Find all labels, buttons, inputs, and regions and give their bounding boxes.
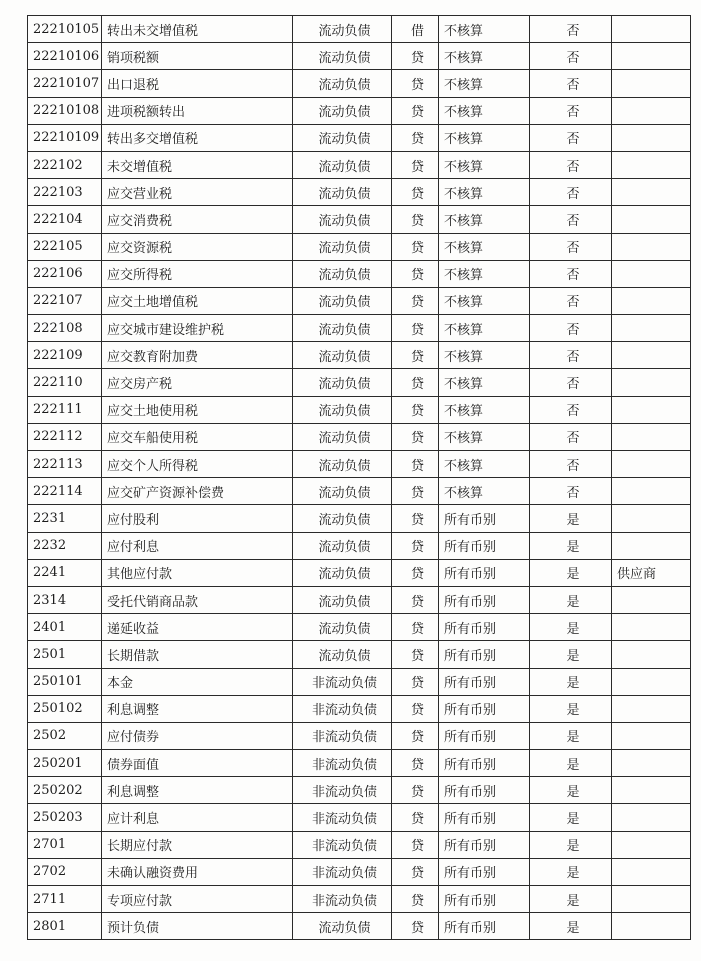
table-row	[28, 641, 691, 668]
account-code-cell: 222111	[28, 396, 102, 423]
account-name-cell: 应计利息	[102, 804, 293, 831]
balance-direction-cell: 贷	[392, 750, 439, 777]
account-code-cell: 2401	[28, 614, 102, 641]
auxiliary-accounting-cell	[612, 342, 691, 369]
balance-direction-cell: 贷	[392, 614, 439, 641]
table-row	[28, 233, 691, 260]
account-name-cell: 未确认融资费用	[102, 858, 293, 885]
account-code-cell: 22210106	[28, 43, 102, 70]
account-name-cell: 转出未交增值税	[102, 16, 293, 43]
currency-accounting-cell: 不核算	[439, 260, 530, 287]
table-row	[28, 342, 691, 369]
balance-direction-cell: 贷	[392, 260, 439, 287]
table-row	[28, 750, 691, 777]
account-code-cell: 2231	[28, 505, 102, 532]
account-code-cell: 2314	[28, 586, 102, 613]
account-name-cell: 出口退税	[102, 70, 293, 97]
foreign-currency-flag-cell: 是	[530, 886, 612, 913]
table-row	[28, 777, 691, 804]
auxiliary-accounting-cell	[612, 206, 691, 233]
foreign-currency-flag-cell: 否	[530, 70, 612, 97]
account-category-cell: 流动负债	[293, 532, 392, 559]
foreign-currency-flag-cell: 否	[530, 369, 612, 396]
foreign-currency-flag-cell: 是	[530, 858, 612, 885]
table-body	[28, 16, 691, 940]
currency-accounting-cell: 所有币别	[439, 586, 530, 613]
account-category-cell: 流动负债	[293, 478, 392, 505]
foreign-currency-flag-cell: 否	[530, 287, 612, 314]
account-category-cell: 非流动负债	[293, 722, 392, 749]
currency-accounting-cell: 所有币别	[439, 886, 530, 913]
account-name-cell: 应交城市建设维护税	[102, 315, 293, 342]
auxiliary-accounting-cell	[612, 831, 691, 858]
account-category-cell: 流动负债	[293, 206, 392, 233]
currency-accounting-cell: 不核算	[439, 478, 530, 505]
account-category-cell: 流动负债	[293, 151, 392, 178]
auxiliary-accounting-cell	[612, 886, 691, 913]
account-name-cell: 应交矿产资源补偿费	[102, 478, 293, 505]
table-row	[28, 586, 691, 613]
foreign-currency-flag-cell: 否	[530, 315, 612, 342]
table-row	[28, 423, 691, 450]
foreign-currency-flag-cell: 否	[530, 151, 612, 178]
foreign-currency-flag-cell: 是	[530, 668, 612, 695]
table-row	[28, 913, 691, 940]
account-category-cell: 流动负债	[293, 505, 392, 532]
account-name-cell: 长期借款	[102, 641, 293, 668]
account-code-cell: 250201	[28, 750, 102, 777]
auxiliary-accounting-cell	[612, 614, 691, 641]
table-row	[28, 478, 691, 505]
foreign-currency-flag-cell: 否	[530, 396, 612, 423]
balance-direction-cell: 贷	[392, 478, 439, 505]
account-code-cell: 2232	[28, 532, 102, 559]
account-category-cell: 流动负债	[293, 260, 392, 287]
account-code-cell: 2502	[28, 722, 102, 749]
balance-direction-cell: 贷	[392, 97, 439, 124]
foreign-currency-flag-cell: 否	[530, 206, 612, 233]
account-name-cell: 应交车船使用税	[102, 423, 293, 450]
account-code-cell: 2241	[28, 559, 102, 586]
account-name-cell: 应交个人所得税	[102, 451, 293, 478]
foreign-currency-flag-cell: 否	[530, 179, 612, 206]
balance-direction-cell: 贷	[392, 423, 439, 450]
foreign-currency-flag-cell: 是	[530, 722, 612, 749]
currency-accounting-cell: 不核算	[439, 151, 530, 178]
account-name-cell: 其他应付款	[102, 559, 293, 586]
account-code-cell: 222109	[28, 342, 102, 369]
auxiliary-accounting-cell	[612, 913, 691, 940]
currency-accounting-cell: 不核算	[439, 369, 530, 396]
foreign-currency-flag-cell: 否	[530, 423, 612, 450]
account-code-cell: 22210107	[28, 70, 102, 97]
auxiliary-accounting-cell: 供应商	[612, 559, 691, 586]
account-category-cell: 流动负债	[293, 641, 392, 668]
balance-direction-cell: 贷	[392, 206, 439, 233]
account-name-cell: 应付股利	[102, 505, 293, 532]
account-code-cell: 222110	[28, 369, 102, 396]
table-row	[28, 451, 691, 478]
currency-accounting-cell: 不核算	[439, 342, 530, 369]
table-row	[28, 804, 691, 831]
foreign-currency-flag-cell: 否	[530, 451, 612, 478]
currency-accounting-cell: 不核算	[439, 315, 530, 342]
account-name-cell: 应付利息	[102, 532, 293, 559]
table-row	[28, 396, 691, 423]
currency-accounting-cell: 所有币别	[439, 750, 530, 777]
foreign-currency-flag-cell: 是	[530, 532, 612, 559]
auxiliary-accounting-cell	[612, 16, 691, 43]
balance-direction-cell: 贷	[392, 369, 439, 396]
account-name-cell: 应交教育附加费	[102, 342, 293, 369]
balance-direction-cell: 贷	[392, 777, 439, 804]
table-row	[28, 151, 691, 178]
account-category-cell: 流动负债	[293, 342, 392, 369]
auxiliary-accounting-cell	[612, 124, 691, 151]
table-row	[28, 315, 691, 342]
account-code-cell: 2501	[28, 641, 102, 668]
account-code-cell: 222105	[28, 233, 102, 260]
balance-direction-cell: 贷	[392, 70, 439, 97]
account-category-cell: 流动负债	[293, 396, 392, 423]
account-name-cell: 应交所得税	[102, 260, 293, 287]
account-name-cell: 债券面值	[102, 750, 293, 777]
account-category-cell: 流动负债	[293, 315, 392, 342]
table-row	[28, 206, 691, 233]
auxiliary-accounting-cell	[612, 233, 691, 260]
account-code-cell: 222106	[28, 260, 102, 287]
table-row	[28, 695, 691, 722]
auxiliary-accounting-cell	[612, 396, 691, 423]
balance-direction-cell: 贷	[392, 151, 439, 178]
currency-accounting-cell: 所有币别	[439, 913, 530, 940]
auxiliary-accounting-cell	[612, 858, 691, 885]
account-code-cell: 2801	[28, 913, 102, 940]
account-category-cell: 流动负债	[293, 451, 392, 478]
foreign-currency-flag-cell: 否	[530, 16, 612, 43]
auxiliary-accounting-cell	[612, 695, 691, 722]
account-category-cell: 流动负债	[293, 43, 392, 70]
balance-direction-cell: 贷	[392, 505, 439, 532]
table-row	[28, 668, 691, 695]
foreign-currency-flag-cell: 否	[530, 124, 612, 151]
currency-accounting-cell: 所有币别	[439, 858, 530, 885]
account-code-cell: 2702	[28, 858, 102, 885]
foreign-currency-flag-cell: 是	[530, 614, 612, 641]
account-category-cell: 非流动负债	[293, 831, 392, 858]
account-category-cell: 非流动负债	[293, 668, 392, 695]
chart-of-accounts-table	[27, 15, 691, 940]
account-code-cell: 22210105	[28, 16, 102, 43]
foreign-currency-flag-cell: 否	[530, 233, 612, 260]
currency-accounting-cell: 所有币别	[439, 831, 530, 858]
foreign-currency-flag-cell: 是	[530, 913, 612, 940]
balance-direction-cell: 贷	[392, 287, 439, 314]
account-name-cell: 应交资源税	[102, 233, 293, 260]
account-code-cell: 222103	[28, 179, 102, 206]
balance-direction-cell: 贷	[392, 886, 439, 913]
account-category-cell: 流动负债	[293, 233, 392, 260]
table-row	[28, 179, 691, 206]
account-category-cell: 流动负债	[293, 614, 392, 641]
account-code-cell: 222108	[28, 315, 102, 342]
table-row	[28, 260, 691, 287]
auxiliary-accounting-cell	[612, 369, 691, 396]
account-name-cell: 利息调整	[102, 695, 293, 722]
account-code-cell: 250203	[28, 804, 102, 831]
account-code-cell: 250202	[28, 777, 102, 804]
table-row	[28, 124, 691, 151]
account-category-cell: 流动负债	[293, 179, 392, 206]
foreign-currency-flag-cell: 是	[530, 804, 612, 831]
account-code-cell: 222113	[28, 451, 102, 478]
foreign-currency-flag-cell: 否	[530, 342, 612, 369]
table-row	[28, 886, 691, 913]
account-name-cell: 应付债券	[102, 722, 293, 749]
auxiliary-accounting-cell	[612, 505, 691, 532]
balance-direction-cell: 贷	[392, 913, 439, 940]
account-code-cell: 2701	[28, 831, 102, 858]
currency-accounting-cell: 不核算	[439, 287, 530, 314]
auxiliary-accounting-cell	[612, 315, 691, 342]
foreign-currency-flag-cell: 是	[530, 695, 612, 722]
balance-direction-cell: 贷	[392, 858, 439, 885]
account-code-cell: 222112	[28, 423, 102, 450]
account-category-cell: 流动负债	[293, 287, 392, 314]
table-row	[28, 831, 691, 858]
balance-direction-cell: 贷	[392, 668, 439, 695]
balance-direction-cell: 贷	[392, 396, 439, 423]
balance-direction-cell: 贷	[392, 695, 439, 722]
account-code-cell: 250102	[28, 695, 102, 722]
account-category-cell: 非流动负债	[293, 750, 392, 777]
account-name-cell: 递延收益	[102, 614, 293, 641]
balance-direction-cell: 贷	[392, 451, 439, 478]
account-category-cell: 流动负债	[293, 913, 392, 940]
balance-direction-cell: 贷	[392, 641, 439, 668]
account-category-cell: 流动负债	[293, 70, 392, 97]
account-name-cell: 应交土地增值税	[102, 287, 293, 314]
currency-accounting-cell: 不核算	[439, 97, 530, 124]
currency-accounting-cell: 所有币别	[439, 722, 530, 749]
currency-accounting-cell: 所有币别	[439, 559, 530, 586]
auxiliary-accounting-cell	[612, 777, 691, 804]
currency-accounting-cell: 不核算	[439, 16, 530, 43]
foreign-currency-flag-cell: 是	[530, 559, 612, 586]
account-name-cell: 未交增值税	[102, 151, 293, 178]
currency-accounting-cell: 所有币别	[439, 695, 530, 722]
auxiliary-accounting-cell	[612, 722, 691, 749]
account-category-cell: 流动负债	[293, 369, 392, 396]
account-category-cell: 流动负债	[293, 16, 392, 43]
currency-accounting-cell: 所有币别	[439, 668, 530, 695]
balance-direction-cell: 贷	[392, 124, 439, 151]
currency-accounting-cell: 不核算	[439, 396, 530, 423]
table-row	[28, 858, 691, 885]
auxiliary-accounting-cell	[612, 70, 691, 97]
auxiliary-accounting-cell	[612, 668, 691, 695]
auxiliary-accounting-cell	[612, 97, 691, 124]
account-name-cell: 应交房产税	[102, 369, 293, 396]
foreign-currency-flag-cell: 否	[530, 97, 612, 124]
foreign-currency-flag-cell: 是	[530, 641, 612, 668]
table-row	[28, 43, 691, 70]
account-code-cell: 222114	[28, 478, 102, 505]
currency-accounting-cell: 不核算	[439, 451, 530, 478]
account-name-cell: 受托代销商品款	[102, 586, 293, 613]
auxiliary-accounting-cell	[612, 478, 691, 505]
auxiliary-accounting-cell	[612, 423, 691, 450]
account-name-cell: 利息调整	[102, 777, 293, 804]
currency-accounting-cell: 所有币别	[439, 641, 530, 668]
auxiliary-accounting-cell	[612, 641, 691, 668]
auxiliary-accounting-cell	[612, 532, 691, 559]
table-row	[28, 532, 691, 559]
account-code-cell: 22210109	[28, 124, 102, 151]
foreign-currency-flag-cell: 是	[530, 831, 612, 858]
auxiliary-accounting-cell	[612, 260, 691, 287]
table-row	[28, 559, 691, 586]
account-name-cell: 应交土地使用税	[102, 396, 293, 423]
account-name-cell: 专项应付款	[102, 886, 293, 913]
balance-direction-cell: 贷	[392, 804, 439, 831]
currency-accounting-cell: 所有币别	[439, 505, 530, 532]
account-code-cell: 2711	[28, 886, 102, 913]
account-category-cell: 流动负债	[293, 97, 392, 124]
account-category-cell: 非流动负债	[293, 858, 392, 885]
currency-accounting-cell: 不核算	[439, 43, 530, 70]
balance-direction-cell: 贷	[392, 532, 439, 559]
account-category-cell: 非流动负债	[293, 804, 392, 831]
balance-direction-cell: 贷	[392, 179, 439, 206]
currency-accounting-cell: 不核算	[439, 206, 530, 233]
balance-direction-cell: 贷	[392, 586, 439, 613]
currency-accounting-cell: 所有币别	[439, 614, 530, 641]
account-code-cell: 22210108	[28, 97, 102, 124]
balance-direction-cell: 贷	[392, 831, 439, 858]
account-category-cell: 非流动负债	[293, 777, 392, 804]
auxiliary-accounting-cell	[612, 750, 691, 777]
balance-direction-cell: 借	[392, 16, 439, 43]
auxiliary-accounting-cell	[612, 804, 691, 831]
account-category-cell: 流动负债	[293, 124, 392, 151]
account-code-cell: 222102	[28, 151, 102, 178]
auxiliary-accounting-cell	[612, 287, 691, 314]
table-row	[28, 16, 691, 43]
account-name-cell: 转出多交增值税	[102, 124, 293, 151]
balance-direction-cell: 贷	[392, 43, 439, 70]
account-name-cell: 应交消费税	[102, 206, 293, 233]
foreign-currency-flag-cell: 是	[530, 505, 612, 532]
foreign-currency-flag-cell: 是	[530, 586, 612, 613]
foreign-currency-flag-cell: 否	[530, 478, 612, 505]
currency-accounting-cell: 不核算	[439, 70, 530, 97]
balance-direction-cell: 贷	[392, 315, 439, 342]
currency-accounting-cell: 不核算	[439, 233, 530, 260]
table-row	[28, 369, 691, 396]
account-code-cell: 222107	[28, 287, 102, 314]
currency-accounting-cell: 不核算	[439, 179, 530, 206]
account-category-cell: 非流动负债	[293, 886, 392, 913]
foreign-currency-flag-cell: 否	[530, 260, 612, 287]
currency-accounting-cell: 所有币别	[439, 804, 530, 831]
account-name-cell: 本金	[102, 668, 293, 695]
currency-accounting-cell: 所有币别	[439, 532, 530, 559]
account-name-cell: 进项税额转出	[102, 97, 293, 124]
foreign-currency-flag-cell: 是	[530, 777, 612, 804]
auxiliary-accounting-cell	[612, 451, 691, 478]
account-category-cell: 流动负债	[293, 423, 392, 450]
table-row	[28, 614, 691, 641]
account-category-cell: 非流动负债	[293, 695, 392, 722]
balance-direction-cell: 贷	[392, 559, 439, 586]
auxiliary-accounting-cell	[612, 151, 691, 178]
foreign-currency-flag-cell: 是	[530, 750, 612, 777]
balance-direction-cell: 贷	[392, 233, 439, 260]
account-name-cell: 长期应付款	[102, 831, 293, 858]
account-category-cell: 流动负债	[293, 559, 392, 586]
account-code-cell: 222104	[28, 206, 102, 233]
balance-direction-cell: 贷	[392, 722, 439, 749]
auxiliary-accounting-cell	[612, 179, 691, 206]
account-name-cell: 预计负债	[102, 913, 293, 940]
table-row	[28, 70, 691, 97]
account-category-cell: 流动负债	[293, 586, 392, 613]
table-row	[28, 505, 691, 532]
auxiliary-accounting-cell	[612, 43, 691, 70]
currency-accounting-cell: 不核算	[439, 423, 530, 450]
currency-accounting-cell: 所有币别	[439, 777, 530, 804]
foreign-currency-flag-cell: 否	[530, 43, 612, 70]
auxiliary-accounting-cell	[612, 586, 691, 613]
balance-direction-cell: 贷	[392, 342, 439, 369]
account-name-cell: 应交营业税	[102, 179, 293, 206]
currency-accounting-cell: 不核算	[439, 124, 530, 151]
account-code-cell: 250101	[28, 668, 102, 695]
table-row	[28, 722, 691, 749]
account-name-cell: 销项税额	[102, 43, 293, 70]
table-row	[28, 97, 691, 124]
table-row	[28, 287, 691, 314]
